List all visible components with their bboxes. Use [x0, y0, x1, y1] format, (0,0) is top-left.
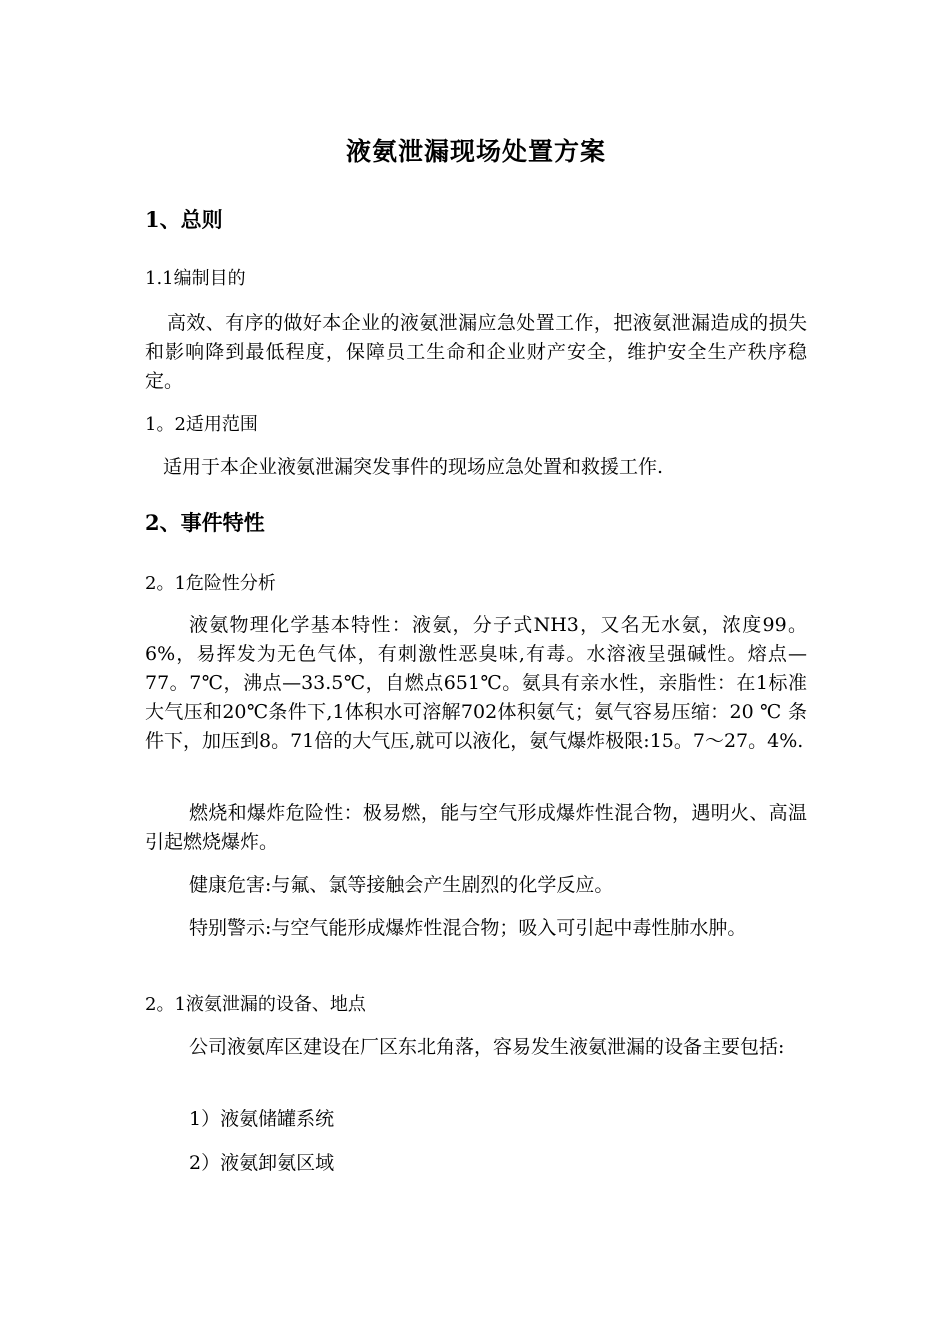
paragraph-health-hazard: 健康危害:与氟、氯等接触会产生剧烈的化学反应。	[189, 874, 614, 896]
paragraph-special-warning: 特别警示:与空气能形成爆炸性混合物；吸入可引起中毒性肺水肿。	[189, 917, 747, 939]
subsection-heading-scope: 1。2适用范围	[145, 414, 258, 435]
section-heading-general: 1、总则	[145, 207, 223, 232]
document-title: 液氨泄漏现场处置方案	[345, 137, 606, 166]
paragraph-equipment: 公司液氨库区建设在厂区东北角落，容易发生液氨泄漏的设备主要包括:	[189, 1036, 785, 1058]
subsection-heading-hazard: 2。1危险性分析	[145, 573, 276, 594]
paragraph-properties: 液氨物理化学基本特性：液氨，分子式NH3，又名无水氨，浓度99。6%，易挥发为无色气体，有刺激性恶臭味,有毒。水溶液呈强碱性。熔点—77。7℃，沸点—33.5℃，自燃点651℃。氨具有亲水性，亲脂性：在1标准大气压和20℃条件下,1体积水可溶解702体积氨气；氨气容易压缩：20 ℃ 条件下，加压到8。71倍的大气压,就可以液化，氨气爆炸极限:15。7～27。4%.	[145, 614, 807, 752]
paragraph-fire-hazard: 燃烧和爆炸危险性：极易燃，能与空气形成爆炸性混合物，遇明火、高温引起燃烧爆炸。	[145, 802, 807, 853]
subsection-heading-purpose: 1.1编制目的	[145, 268, 246, 289]
list-item: 2）液氨卸氨区域	[189, 1152, 335, 1174]
subsection-heading-equipment: 2。1液氨泄漏的设备、地点	[145, 994, 366, 1015]
list-item: 1）液氨储罐系统	[189, 1108, 335, 1130]
paragraph-purpose: 高效、有序的做好本企业的液氨泄漏应急处置工作，把液氨泄漏造成的损失和影响降到最低程度，保障员工生命和企业财产安全，维护安全生产秩序稳定。	[145, 312, 807, 392]
paragraph-scope: 适用于本企业液氨泄漏突发事件的现场应急处置和救援工作.	[163, 456, 664, 478]
section-heading-characteristics: 2、事件特性	[145, 510, 265, 535]
